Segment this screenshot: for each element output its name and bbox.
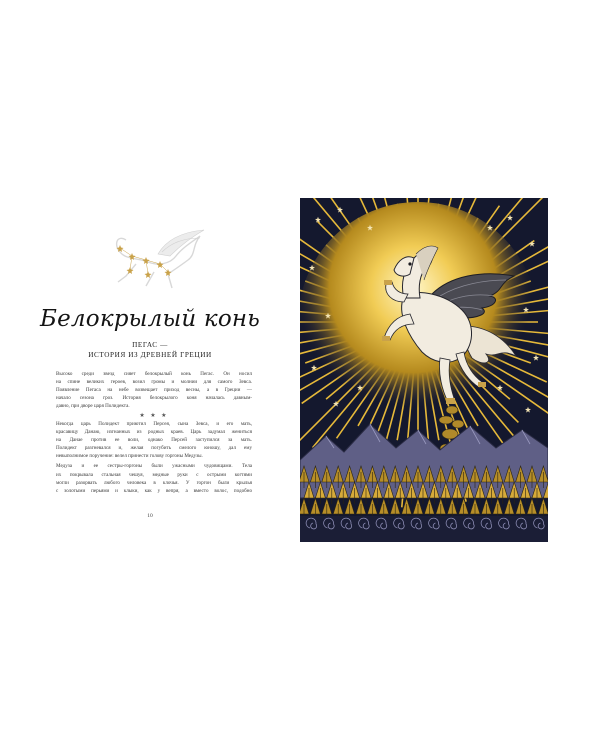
page-number: 10 [147,513,153,519]
pegasus-illustration [300,198,548,542]
text-line: Высоко среди звезд сияет белокрылый конь Пегас. Он носил [56,371,252,377]
pegasus-illustration-art [300,198,548,542]
text-line: Появление Пегаса на небе возвещает приход весны, а в Греции — [56,387,252,394]
text-line: могли разорвать любого человека в клочья. У горгон были крылья [56,479,252,486]
text-line: Полидект разгневался и, желая погубить смелого юношу, дал ему [56,445,252,452]
chapter-subtitle [40,340,260,360]
text-line: давно, при дворе царя Полидекта. [56,403,130,410]
section-divider: ★ ★ ★ [139,413,169,419]
text-line: Некогда царь Полидект приютил Персея, сына Зевса, и его мать, [56,421,252,428]
subtitle-line-2: ИСТОРИЯ ИЗ ДРЕВНЕЙ ГРЕЦИИ [88,351,212,359]
text-line: невыполнимое поручение: велел принести голову горгоны Медузы. [56,453,203,460]
text-line: Медуза и ее сестры-горгоны были ужасными чудовищами. Тела [56,463,252,470]
text-line: начало сезона гроз. История белокрылого коня началась давным- [56,395,252,402]
text-line: их покрывала стальная чешуя, медные руки с острыми когтями [56,471,252,478]
pegasus-constellation-icon [96,226,206,298]
text-line: на спине великих героев, возил громы и молнии для самого Зевса. [56,379,252,386]
text-line: на Данае против ее воли, однако Персей заступился за мать. [56,437,252,444]
left-page [0,0,290,750]
chapter-body-text [56,370,252,495]
subtitle-line-1: ПЕГАС — [132,341,168,349]
text-line: красавицу Данаю, изгнанных из родных краев. Царь задумал жениться [56,429,252,436]
chapter-title: Белокрылый конь [40,306,260,332]
text-line: с золотыми перьями и клыки, как у вепря, а вместо волос, подобно [56,487,252,494]
